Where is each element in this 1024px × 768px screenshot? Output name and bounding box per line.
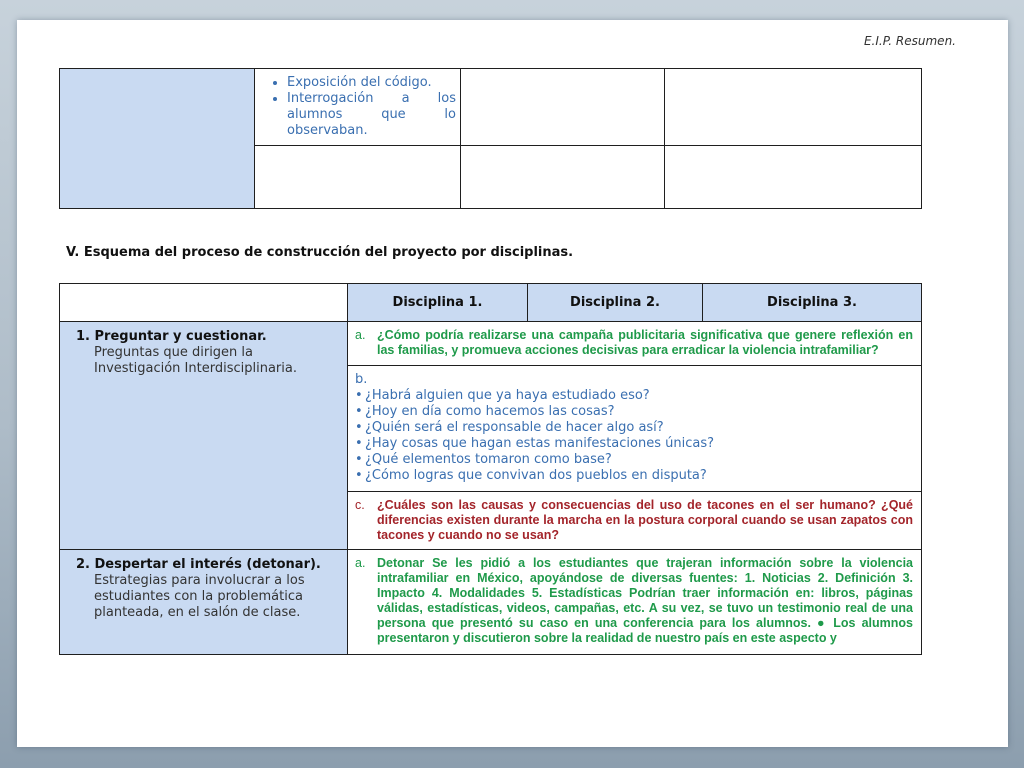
question-b-list	[348, 366, 921, 484]
top-table-empty-cell	[665, 69, 922, 146]
strategy-a	[348, 550, 921, 646]
bullet-list	[255, 75, 456, 139]
top-table-empty-cell	[461, 146, 665, 209]
row-description: Preguntas que dirigen la Investigación Interdisciplinaria.	[94, 345, 297, 376]
list-item: • ¿Hoy en día como hacemos las cosas?	[355, 404, 615, 419]
list-item: • ¿Cómo logras que convivan dos pueblos en disputa?	[355, 468, 707, 483]
list-item: • ¿Quién será el responsable de hacer algo así?	[355, 420, 664, 435]
list-item: • ¿Hay cosas que hagan estas manifestaciones únicas?	[355, 436, 714, 451]
item-marker: a.	[355, 328, 366, 342]
list-item: • ¿Habrá alguien que ya haya estudiado eso?	[355, 388, 650, 403]
top-table-empty-cell	[255, 146, 461, 209]
bullet-item: • Interrogación a los alumnos que lo observaban.	[287, 91, 456, 139]
item-text: ¿Cómo podría realizarse una campaña publicitaria significativa que genere reflexión en las familias, y promueva acciones decisivas para erradicar la violencia intrafamiliar?	[377, 328, 913, 357]
item-text: ¿Cuáles son las causas y consecuencias del uso de tacones en el ser humano? ¿Qué diferencias existen durante la marcha en la postura corporal cuando se usan zapatos con tacones y cuando no se usan?	[377, 498, 913, 542]
top-table-bullets-cell	[255, 69, 461, 146]
row-description: Estrategias para involucrar a los estudiantes con la problemática planteada, en el salón de clase.	[94, 573, 305, 620]
row-label-preguntar	[60, 322, 348, 550]
top-table-empty-cell	[461, 69, 665, 146]
list-item: • ¿Qué elementos tomaron como base?	[355, 452, 612, 467]
item-text: Detonar Se les pidió a los estudiantes que trajeran información sobre la violencia intrafamiliar en México, apoyándose de diversas fuentes: 1. Noticias 2. Definición 3. Impacto 4. Modalidades 5. Estadísticas Podrían traer información en: libros, páginas válidas, estadísticas, videos, campañas, etc. A su vez, se tuvo un testimonio real de una persona que presentó su caso en una conferencia para los alumnos. ● Los alumnos presentaron y discutieron sobre la realidad de nuestro país en este aspecto y	[377, 556, 913, 645]
question-a-cell	[348, 322, 922, 366]
strategy-a-cell	[348, 550, 922, 655]
header-note: E.I.P. Resumen.	[863, 34, 956, 48]
column-header-disciplina-3: Disciplina 3.	[703, 284, 922, 322]
strategy-a-clip	[348, 550, 921, 645]
row-title: 1. Preguntar y cuestionar.	[76, 329, 267, 344]
section-title: V. Esquema del proceso de construcción del proyecto por disciplinas.	[66, 245, 574, 260]
top-table-empty-cell	[665, 146, 922, 209]
question-b-cell	[348, 366, 922, 492]
column-header-disciplina-1: Disciplina 1.	[348, 284, 528, 322]
item-marker: b.	[355, 372, 368, 387]
process-table	[59, 283, 922, 655]
item-marker: a.	[355, 556, 366, 570]
header-empty-cell	[60, 284, 348, 322]
row-label-despertar	[60, 550, 348, 655]
question-c-cell	[348, 492, 922, 550]
top-table	[59, 68, 922, 209]
row-title: 2. Despertar el interés (detonar).	[76, 557, 321, 572]
question-a	[348, 322, 921, 358]
top-table-blue-cell	[60, 69, 255, 209]
question-c	[348, 492, 921, 543]
column-header-disciplina-2: Disciplina 2.	[528, 284, 703, 322]
item-marker: c.	[355, 498, 365, 512]
bullet-item: • Exposición del código.	[287, 75, 456, 91]
